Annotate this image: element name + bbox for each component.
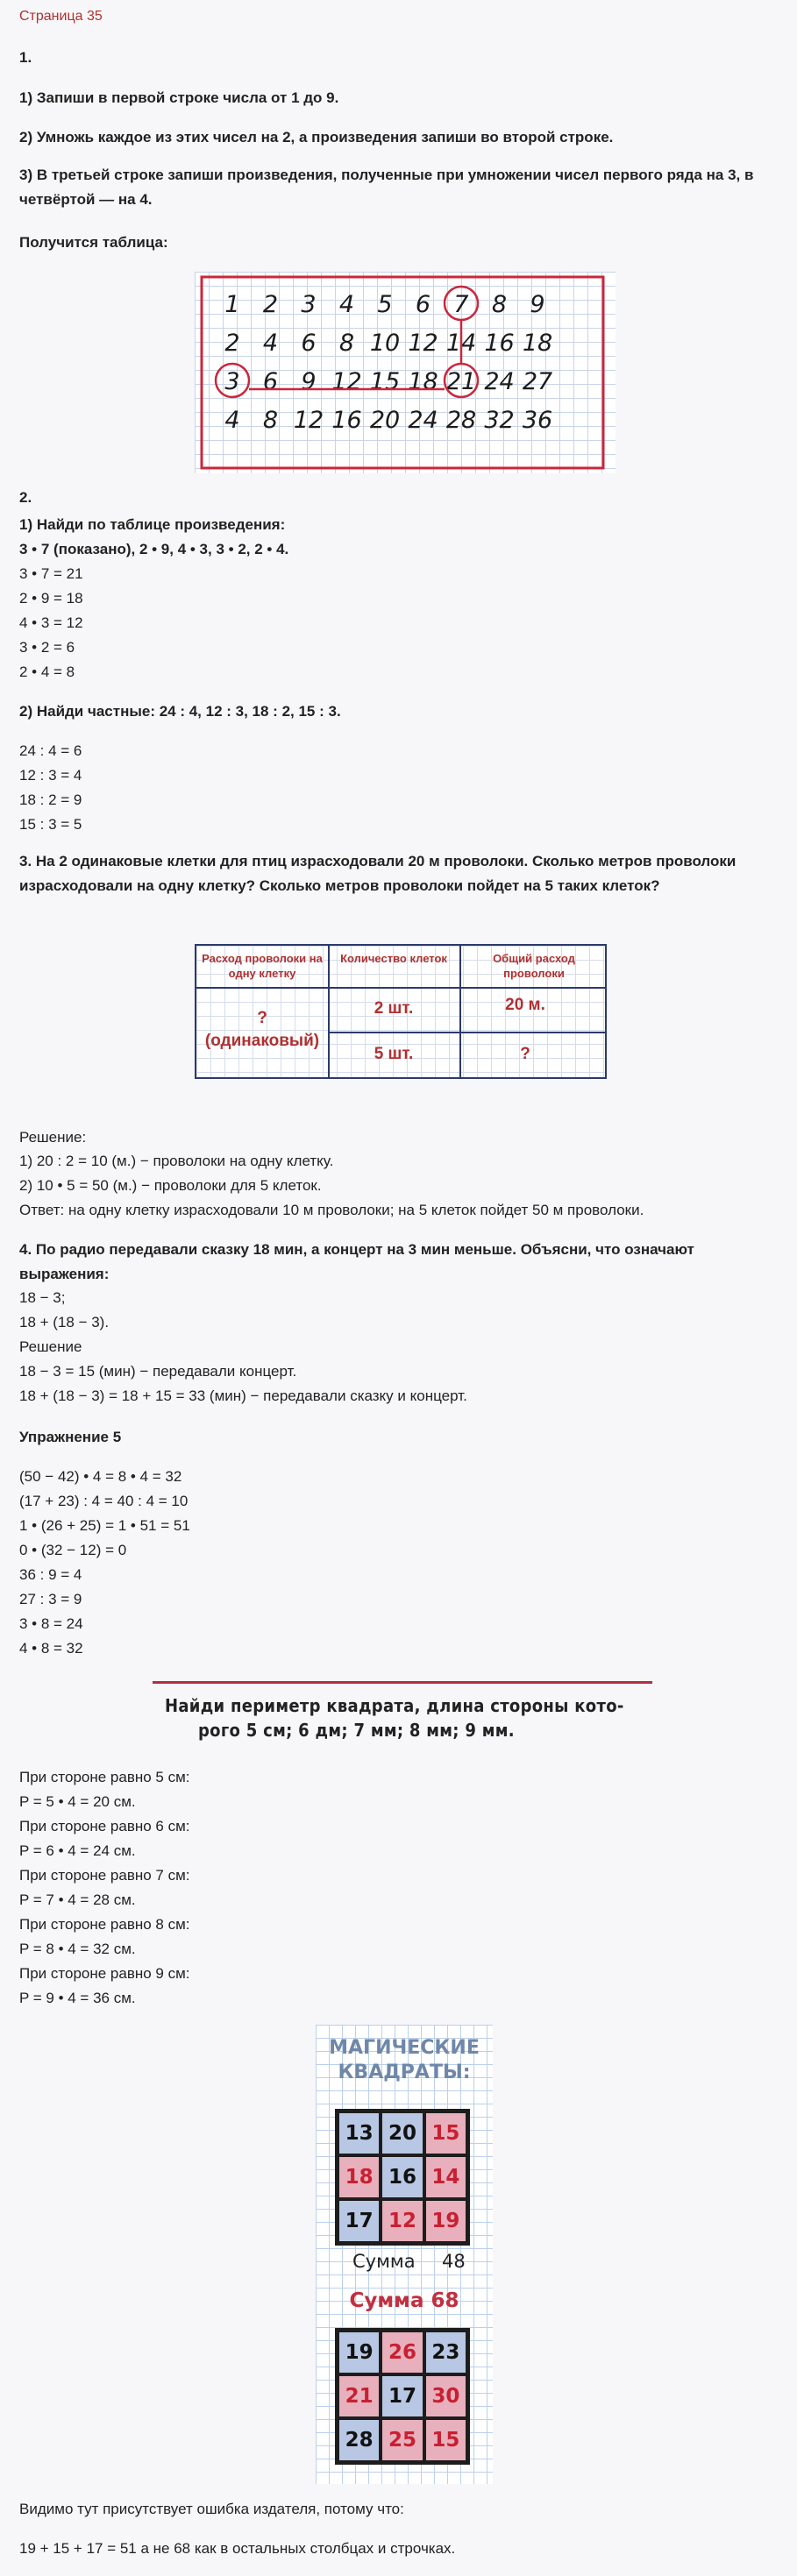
magic-square-cell: 21 (338, 2374, 381, 2418)
perimeter-task-line: Найди периметр квадрата, длина стороны кото- (165, 1695, 624, 1716)
magic-square-cell: 13 (338, 2111, 381, 2155)
perimeter-answer: P = 5 • 4 = 20 см. (19, 1793, 136, 1810)
task4-expr: 18 + (18 − 3). (19, 1314, 110, 1331)
magic-square-cell: 19 (338, 2331, 381, 2374)
table-cell: 21 (445, 368, 477, 395)
ex5-line: 1 • (26 + 25) = 1 • 51 = 51 (19, 1517, 190, 1534)
magic-square-cell: 26 (381, 2331, 423, 2374)
table-cell: 6 (262, 368, 279, 395)
magic-square-cell: 17 (338, 2199, 381, 2243)
magic-square-cell: 15 (424, 2111, 467, 2155)
ex5-line: (17 + 23) : 4 = 40 : 4 = 10 (19, 1493, 189, 1509)
publisher-note: Видимо тут присутствует ошибка издателя, потому что: (19, 2501, 404, 2517)
table-cell: 8 (262, 407, 279, 434)
table-cell: 2 (262, 291, 279, 318)
table-cell: 5 (377, 291, 393, 318)
wire-table-total-1: 20 м. (505, 996, 545, 1014)
magic-title: МАГИЧЕСКИЕ (329, 2037, 480, 2059)
task1-step3: 3) В третьей строке запиши произведения, полученные при умножении чисел первого ряда на 3, в четвёртой — на 4. (19, 167, 754, 208)
perimeter-answer: P = 7 • 4 = 28 см. (19, 1891, 136, 1908)
magic-square-cell: 14 (424, 2155, 467, 2199)
table-cell: 8 (491, 291, 508, 318)
task2-answer: 2 • 4 = 8 (19, 664, 75, 680)
table-cell: 18 (408, 368, 438, 395)
magic-square-cell: 25 (381, 2418, 423, 2462)
table-cell: 24 (484, 368, 515, 395)
magic-square-cell: 19 (424, 2199, 467, 2243)
wire-table-total-2: ? (520, 1045, 530, 1063)
perimeter-task-line: рого 5 см; 6 дм; 7 мм; 8 мм; 9 мм. (198, 1720, 515, 1741)
magic-square-1 (335, 2109, 470, 2246)
table-cell: 2 (224, 330, 240, 357)
wire-table-same: (одинаковый) (204, 1032, 320, 1050)
table-cell: 16 (484, 330, 515, 357)
task2-quotient: 18 : 2 = 9 (19, 791, 82, 808)
table-cell: 3 (301, 291, 317, 318)
table-cell: 4 (262, 330, 279, 357)
task2-sub1: 1) Найди по таблице произведения: (19, 516, 286, 533)
page-label: Страница 35 (19, 9, 103, 24)
task2-answer: 2 • 9 = 18 (19, 590, 83, 607)
table-cell: 16 (331, 407, 362, 434)
task2-answer: 4 • 3 = 12 (19, 614, 83, 631)
table-cell: 14 (445, 330, 477, 357)
perimeter-answer: При стороне равно 8 см: (19, 1916, 190, 1933)
table-cell: 18 (522, 330, 553, 357)
wire-table-header: Общий расход проволоки (493, 952, 575, 980)
ex5-line: (50 − 42) • 4 = 8 • 4 = 32 (19, 1468, 182, 1485)
perimeter-answer: При стороне равно 7 см: (19, 1867, 190, 1884)
ex5-line: 27 : 3 = 9 (19, 1591, 82, 1607)
table-cell: 6 (415, 291, 431, 318)
task2-quotient: 24 : 4 = 6 (19, 742, 82, 759)
task4-expr: 18 − 3; (19, 1289, 66, 1306)
table-cell: 4 (224, 407, 240, 434)
table-cell: 12 (408, 330, 438, 357)
ex5-line: 36 : 9 = 4 (19, 1566, 82, 1583)
task4-solution-line: 18 − 3 = 15 (мин) − передавали концерт. (19, 1363, 297, 1380)
perimeter-answer: При стороне равно 9 см: (19, 1965, 190, 1982)
task4-solution-label: Решение (19, 1338, 82, 1355)
table-cell: 12 (331, 368, 362, 395)
table-cell: 28 (445, 407, 477, 434)
table-cell: 27 (522, 368, 553, 395)
magic-title: КВАДРАТЫ: (338, 2062, 471, 2083)
table-cell: 9 (530, 291, 545, 318)
wire-table-count-1: 2 шт. (374, 999, 414, 1018)
task2-answer: 3 • 2 = 6 (19, 639, 75, 656)
magic-square-cell: 28 (338, 2418, 381, 2462)
table-cell: 3 (224, 368, 240, 395)
perimeter-task-image (153, 1681, 652, 1751)
table-cell: 9 (301, 368, 317, 395)
table-cell: 6 (301, 330, 317, 357)
table-cell: 12 (293, 407, 324, 434)
magic-square-cell: 20 (381, 2111, 423, 2155)
table-cell: 1 (224, 291, 240, 318)
task3-solution-label: Решение: (19, 1129, 87, 1146)
magic-square-cell: 23 (424, 2331, 467, 2374)
perimeter-answer: P = 9 • 4 = 36 см. (19, 1990, 136, 2006)
wire-table-question: ? (257, 1009, 267, 1027)
magic-sum-2: Сумма 68 (349, 2289, 459, 2312)
ex5-line: 4 • 8 = 32 (19, 1640, 83, 1657)
multiplication-table-drawing (195, 272, 616, 473)
table-cell: 32 (484, 407, 515, 434)
table-cell: 4 (338, 291, 355, 318)
perimeter-answer: При стороне равно 6 см: (19, 1818, 190, 1834)
magic-sum-1-value: 48 (442, 2251, 466, 2272)
magic-square-cell: 16 (381, 2155, 423, 2199)
magic-square-2 (335, 2328, 470, 2465)
wire-table-header: Расход проволоки на одну клетку (202, 952, 323, 980)
magic-square-cell: 18 (338, 2155, 381, 2199)
magic-square-cell: 30 (424, 2374, 467, 2418)
table-cell: 20 (369, 407, 401, 434)
magic-square-cell: 17 (381, 2374, 423, 2418)
table-cell: 7 (453, 291, 469, 318)
table-cell: 36 (522, 407, 553, 434)
task2-sub1-list: 3 • 7 (показано), 2 • 9, 4 • 3, 3 • 2, 2 • 4. (19, 541, 289, 557)
task3-question: 3. На 2 одинаковые клетки для птиц израсходовали 20 м проволоки. Сколько метров проволоки израсходовали на одну клетку? Сколько метров проволоки пойдет на 5 таких клеток? (19, 853, 737, 894)
task4-solution-line: 18 + (18 − 3) = 18 + 15 = 33 (мин) − передавали сказку и концерт. (19, 1387, 467, 1404)
task1-result-label: Получится таблица: (19, 234, 168, 251)
task1-step2: 2) Умножь каждое из этих чисел на 2, а произведения запиши во второй строке. (19, 129, 614, 145)
task2-number: 2. (19, 489, 32, 506)
table-cell: 15 (369, 368, 401, 395)
magic-square-cell: 12 (381, 2199, 423, 2243)
table-cell: 8 (338, 330, 355, 357)
task3-answer: Ответ: на одну клетку израсходовали 10 м проволоки; на 5 клеток пойдет 50 м проволоки. (19, 1202, 644, 1218)
wire-table (195, 944, 607, 1079)
perimeter-answer: При стороне равно 5 см: (19, 1769, 190, 1785)
task3-solution-line: 1) 20 : 2 = 10 (м.) − проволоки на одну клетку. (19, 1153, 334, 1169)
task2-quotient: 15 : 3 = 5 (19, 816, 82, 833)
magic-squares-image (316, 2025, 493, 2484)
task1-step1: 1) Запиши в первой строке числа от 1 до 9. (19, 89, 339, 106)
magic-sum-1-label: Сумма (352, 2251, 416, 2272)
magic-square-cell: 15 (424, 2418, 467, 2462)
wire-table-count-2: 5 шт. (374, 1045, 414, 1063)
task2-quotient: 12 : 3 = 4 (19, 767, 82, 784)
table-cell: 10 (369, 330, 401, 357)
table-cell: 24 (408, 407, 438, 434)
publisher-note-detail: 19 + 15 + 17 = 51 а не 68 как в остальных столбцах и строчках. (19, 2540, 456, 2557)
ex5-title: Упражнение 5 (19, 1429, 122, 1445)
task1-number: 1. (19, 49, 32, 66)
task2-sub2: 2) Найди частные: 24 : 4, 12 : 3, 18 : 2, 15 : 3. (19, 703, 341, 720)
perimeter-answer: P = 8 • 4 = 32 см. (19, 1941, 136, 1957)
task2-answer: 3 • 7 = 21 (19, 565, 83, 582)
ex5-line: 0 • (32 − 12) = 0 (19, 1542, 127, 1558)
task4-question: 4. По радио передавали сказку 18 мин, а концерт на 3 мин меньше. Объясни, что означают выражения: (19, 1241, 694, 1282)
task3-solution-line: 2) 10 • 5 = 50 (м.) − проволоки для 5 клеток. (19, 1177, 322, 1194)
perimeter-answer: P = 6 • 4 = 24 см. (19, 1842, 136, 1859)
ex5-line: 3 • 8 = 24 (19, 1615, 83, 1632)
multiplication-table-image (195, 272, 616, 473)
wire-table-header: Количество клеток (340, 952, 447, 965)
